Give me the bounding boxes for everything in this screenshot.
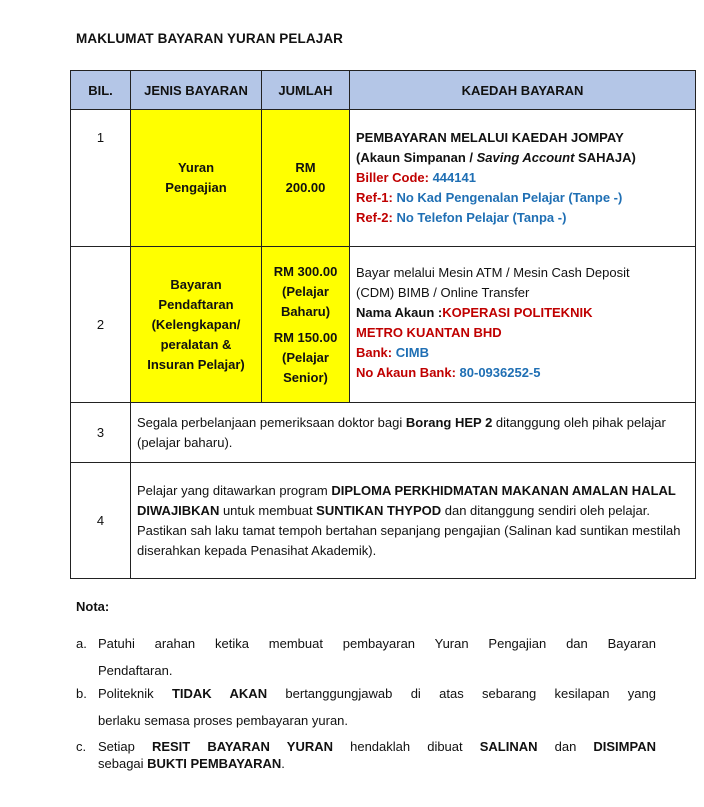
nota-line: Setiap RESIT BAYARAN YURAN hendaklah dibuat SALINAN dan DISIMPAN (98, 739, 656, 754)
header-jumlah: JUMLAH (262, 71, 350, 110)
table-row (71, 247, 696, 403)
list-marker: c. (76, 739, 87, 754)
jenis-line: Yuran (177, 160, 215, 175)
kaedah-line: (CDM) BIMB / Online Transfer (356, 285, 530, 300)
jumlah-line: RM 300.00 (273, 263, 338, 279)
list-marker: a. (76, 636, 87, 651)
row-number: 1 (71, 110, 131, 247)
document-title: MAKLUMAT BAYARAN YURAN PELAJAR (76, 31, 344, 46)
row-number: 3 (71, 403, 131, 463)
jumlah-cell (262, 247, 350, 403)
row-number: 2 (71, 247, 131, 403)
nama-akaun-cont: METRO KUANTAN BHD (356, 325, 502, 340)
jenis-bayaran-cell (131, 110, 262, 247)
nota-line: sebagai BUKTI PEMBAYARAN. (98, 756, 285, 771)
jumlah-line: (Pelajar (282, 283, 329, 299)
fees-table (70, 70, 696, 579)
nota-line: Patuhi arahan ketika membuat pembayaran Yuran Pengajian dan Bayaran (98, 636, 656, 651)
jumlah-line: 200.00 (285, 180, 326, 195)
jumlah-line: RM (295, 160, 316, 175)
jenis-line: Bayaran (170, 276, 222, 292)
nota-item-b (76, 686, 656, 728)
nota-line: Pendaftaran. (98, 663, 173, 678)
bank: Bank: CIMB (356, 345, 429, 360)
jenis-bayaran-cell (131, 247, 262, 403)
jenis-line: peralatan & (160, 336, 232, 352)
table-row (71, 463, 696, 579)
jumlah-cell (262, 110, 350, 247)
jenis-line: (Kelengkapan/ (151, 316, 241, 332)
note-cell: Segala perbelanjaan pemeriksaan doktor bagi Borang HEP 2 ditanggung oleh pihak pelajar (pelajar baharu). (131, 403, 696, 463)
nota-item-c (76, 739, 656, 771)
jumlah-line: RM 150.00 (273, 329, 338, 345)
header-jenis-bayaran: JENIS BAYARAN (131, 71, 262, 110)
kaedah-line: Bayar melalui Mesin ATM / Mesin Cash Deposit (356, 265, 630, 280)
nota-line: berlaku semasa proses pembayaran yuran. (98, 713, 349, 728)
jumlah-line: (Pelajar (282, 349, 329, 365)
list-marker: b. (76, 686, 87, 701)
kaedah-bayaran-cell (350, 247, 696, 403)
table-row (71, 110, 696, 247)
akaun-note: (Akaun Simpanan / Saving Account SAHAJA) (356, 150, 636, 165)
jenis-line: Pengajian (165, 180, 227, 195)
ref-1: Ref-1: No Kad Pengenalan Pelajar (Tanpe -) (356, 190, 623, 205)
nota-title: Nota: (76, 599, 110, 614)
nota-line: Politeknik TIDAK AKAN bertanggungjawab di atas sebarang kesilapan yang (98, 686, 656, 701)
table-row (71, 403, 696, 463)
ref-2: Ref-2: No Telefon Pelajar (Tanpa -) (356, 210, 567, 225)
header-kaedah-bayaran: KAEDAH BAYARAN (350, 71, 696, 110)
nota-item-a (76, 636, 656, 678)
nama-akaun: Nama Akaun :KOPERASI POLITEKNIK (356, 305, 593, 320)
row-number: 4 (71, 463, 131, 579)
table-header-row (71, 71, 696, 110)
biller-code: Biller Code: 444141 (356, 170, 476, 185)
jenis-line: Insuran Pelajar) (147, 356, 245, 372)
header-bil: BIL. (71, 71, 131, 110)
jumlah-line: Senior) (283, 369, 328, 385)
note-cell: Pelajar yang ditawarkan program DIPLOMA PERKHIDMATAN MAKANAN AMALAN HALAL DIWAJIBKAN untuk membuat SUNTIKAN THYPOD dan ditanggung sendiri oleh pelajar. Pastikan sah laku tamat tempoh bertahan sepanjang pengajian (Salinan kad suntikan mestilah diserahkan kepada Penasihat Akademik). (131, 463, 696, 579)
jumlah-line: Baharu) (280, 303, 331, 319)
kaedah-bayaran-cell (350, 110, 696, 247)
jenis-line: Pendaftaran (158, 296, 234, 312)
jompay-heading: PEMBAYARAN MELALUI KAEDAH JOMPAY (356, 130, 624, 145)
no-akaun-bank: No Akaun Bank: 80-0936252-5 (356, 365, 541, 380)
